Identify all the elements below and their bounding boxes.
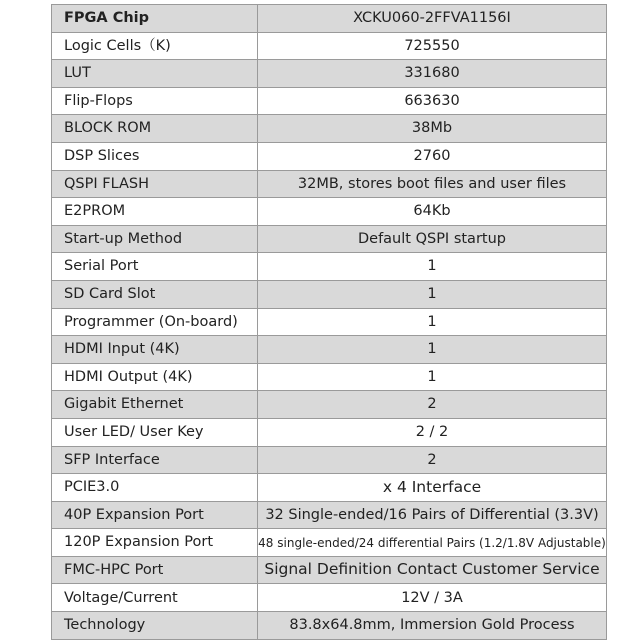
table-row bbox=[52, 32, 607, 60]
spec-value: 1 bbox=[258, 363, 607, 391]
table-row bbox=[52, 60, 607, 88]
table-row bbox=[52, 474, 607, 502]
spec-value: XCKU060-2FFVA1156I bbox=[258, 5, 607, 33]
spec-value: 2760 bbox=[258, 142, 607, 170]
table-row bbox=[52, 612, 607, 640]
spec-value: 12V / 3A bbox=[258, 584, 607, 612]
spec-value: 1 bbox=[258, 280, 607, 308]
spec-label: LUT bbox=[52, 60, 258, 88]
spec-label: FMC-HPC Port bbox=[52, 556, 258, 584]
spec-value: 2 bbox=[258, 391, 607, 419]
table-row bbox=[52, 225, 607, 253]
table-row bbox=[52, 529, 607, 557]
spec-label: HDMI Input (4K) bbox=[52, 336, 258, 364]
table-row bbox=[52, 501, 607, 529]
table-row bbox=[52, 556, 607, 584]
table-row bbox=[52, 584, 607, 612]
spec-value: 2 / 2 bbox=[258, 418, 607, 446]
spec-label: 40P Expansion Port bbox=[52, 501, 258, 529]
table-row bbox=[52, 115, 607, 143]
table-row bbox=[52, 446, 607, 474]
spec-value: 725550 bbox=[258, 32, 607, 60]
spec-value: 32 Single-ended/16 Pairs of Differential (3.3V) bbox=[258, 501, 607, 529]
table-row bbox=[52, 336, 607, 364]
spec-label: DSP Slices bbox=[52, 142, 258, 170]
table-row bbox=[52, 142, 607, 170]
spec-value: 1 bbox=[258, 308, 607, 336]
spec-value: Signal Definition Contact Customer Service bbox=[258, 556, 607, 584]
spec-label: PCIE3.0 bbox=[52, 474, 258, 502]
spec-value: 83.8x64.8mm, Immersion Gold Process bbox=[258, 612, 607, 640]
spec-label: Serial Port bbox=[52, 253, 258, 281]
spec-label: Programmer (On-board) bbox=[52, 308, 258, 336]
spec-value: 32MB, stores boot files and user files bbox=[258, 170, 607, 198]
spec-label: E2PROM bbox=[52, 198, 258, 226]
spec-label: Flip-Flops bbox=[52, 87, 258, 115]
spec-label: Technology bbox=[52, 612, 258, 640]
spec-value: 2 bbox=[258, 446, 607, 474]
table-row bbox=[52, 280, 607, 308]
table-row bbox=[52, 170, 607, 198]
spec-label: SFP Interface bbox=[52, 446, 258, 474]
table-row bbox=[52, 363, 607, 391]
spec-value: 663630 bbox=[258, 87, 607, 115]
spec-label: BLOCK ROM bbox=[52, 115, 258, 143]
spec-label: HDMI Output (4K) bbox=[52, 363, 258, 391]
table-row bbox=[52, 87, 607, 115]
spec-label: User LED/ User Key bbox=[52, 418, 258, 446]
table-row bbox=[52, 308, 607, 336]
table-row bbox=[52, 5, 607, 33]
spec-label: Gigabit Ethernet bbox=[52, 391, 258, 419]
spec-value: Default QSPI startup bbox=[258, 225, 607, 253]
spec-value: 1 bbox=[258, 336, 607, 364]
table-row bbox=[52, 253, 607, 281]
spec-label: Logic Cells（K) bbox=[52, 32, 258, 60]
spec-label: Start-up Method bbox=[52, 225, 258, 253]
spec-value: 331680 bbox=[258, 60, 607, 88]
spec-value: 64Kb bbox=[258, 198, 607, 226]
table-row bbox=[52, 391, 607, 419]
spec-value: x 4 Interface bbox=[258, 474, 607, 502]
spec-label: QSPI FLASH bbox=[52, 170, 258, 198]
spec-table bbox=[51, 4, 607, 640]
table-row bbox=[52, 418, 607, 446]
spec-value: 48 single-ended/24 differential Pairs (1.2/1.8V Adjustable) bbox=[258, 529, 607, 557]
spec-label: FPGA Chip bbox=[52, 5, 258, 33]
spec-label: SD Card Slot bbox=[52, 280, 258, 308]
spec-value: 38Mb bbox=[258, 115, 607, 143]
spec-label: Voltage/Current bbox=[52, 584, 258, 612]
spec-label: 120P Expansion Port bbox=[52, 529, 258, 557]
spec-value: 1 bbox=[258, 253, 607, 281]
table-row bbox=[52, 198, 607, 226]
